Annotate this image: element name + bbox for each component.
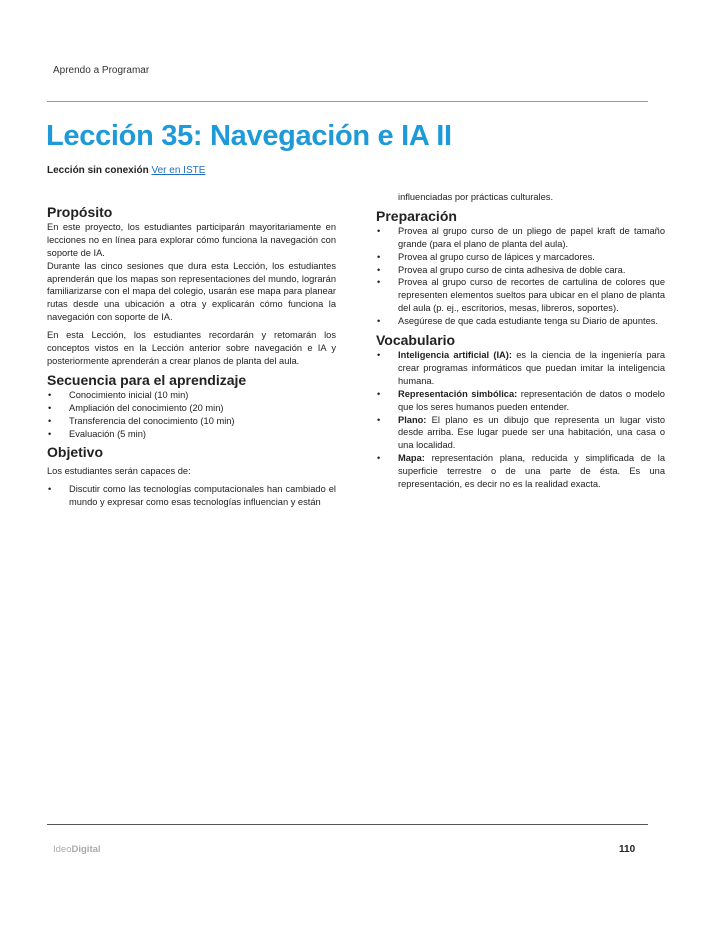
vocab-item [376,349,665,388]
list-item: • Conocimiento inicial (10 min) [47,389,336,402]
list-item: • Ampliación del conocimiento (20 min) [47,402,336,415]
vocab-term: Mapa: [398,453,425,464]
preparacion-list [376,225,665,328]
objetivo-list [47,483,336,509]
list-item: • Asegúrese de que cada estudiante tenga su Diario de apuntes. [376,315,665,328]
vocab-definition: representación plana, reducida y simplificada de la superficie terrestre o de una parte de ésta. Es una representación, es decir no es la realidad exacta. [398,453,665,490]
proposito-paragraph: En esta Lección, los estudiantes recordarán y retomarán los conceptos vistos en la Lección anterior sobre navegación e IA y posteriormente aprenderán a crear planos de planta del aula. [47,330,336,366]
right-column [376,191,665,495]
vocab-term: Representación simbólica: [398,388,518,399]
vocab-item [376,388,665,414]
lesson-subtitle [47,165,205,176]
list-item: • Provea al grupo curso de recortes de cartulina de colores que representen elementos sueltos para ubicar en el plano de planta del aula (p. ej., escritorios, mesas, libreros, soportes). [376,276,665,315]
page-number: 110 [619,844,636,855]
list-item: • Provea al grupo curso de cinta adhesiva de doble cara. [376,264,665,277]
iste-link[interactable]: Ver en ISTE [151,165,206,176]
brand-part: Ideo [53,844,72,855]
left-column [47,200,336,513]
page-title: Lección 35: Navegación e IA II [46,120,452,152]
brand-part: Digital [71,844,101,855]
vocab-item [376,414,665,453]
header-divider [47,101,648,102]
secuencia-list [47,389,336,441]
list-item: • Transferencia del conocimiento (10 min) [47,415,336,428]
vocab-term: Plano: [398,414,427,425]
secuencia-heading: Secuencia para el aprendizaje [47,371,247,388]
objetivo-continuation: influenciadas por prácticas culturales. [398,192,554,202]
list-item: • Discutir como las tecnologías computacionales han cambiado el mundo y expresar como esas tecnologías influencian y están [47,483,336,509]
footer-divider [47,824,648,825]
list-item: • Evaluación (5 min) [47,428,336,441]
vocab-definition: El plano es un dibujo que representa un lugar visto desde arriba. Ese lugar puede ser una habitación, una casa o una localidad. [398,414,665,451]
list-item: • Provea al grupo curso de un pliego de papel kraft de tamaño grande (para el plano de planta del aula). [376,225,665,251]
vocab-definition: representación de datos o modelo que los seres humanos pueden entender. [398,388,665,412]
proposito-heading: Propósito [47,204,113,220]
offline-label: Lección sin conexión [47,165,149,176]
list-item: • Provea al grupo curso de lápices y marcadores. [376,251,665,264]
vocabulario-list [376,349,665,491]
footer-brand [53,844,101,855]
objetivo-intro: Los estudiantes serán capaces de: [47,466,191,477]
running-header: Aprendo a Programar [53,65,150,76]
vocab-definition: es la ciencia de la ingeniería para crear programas informáticos que puedan imitar la inteligencia humana. [398,349,665,386]
vocabulario-heading: Vocabulario [376,332,456,349]
vocab-term: Inteligencia artificial (IA): [398,349,512,360]
proposito-paragraph: Durante las cinco sesiones que dura esta Lección, los estudiantes aprenderán que los mapas son representaciones del mundo, lograrán familiarizarse con el mapa del colegio, usarán ese mapa para planear rutas desde una ubicación a otra y explicarán cómo funciona la navegación con soporte de IA. [47,260,336,323]
objetivo-heading: Objetivo [47,444,104,461]
preparacion-heading: Preparación [376,207,457,224]
vocab-item [376,452,665,491]
proposito-paragraph: En este proyecto, los estudiantes participarán mayoritariamente en lecciones no en línea para explorar cómo funciona la navegación con soporte de IA. [47,221,336,258]
